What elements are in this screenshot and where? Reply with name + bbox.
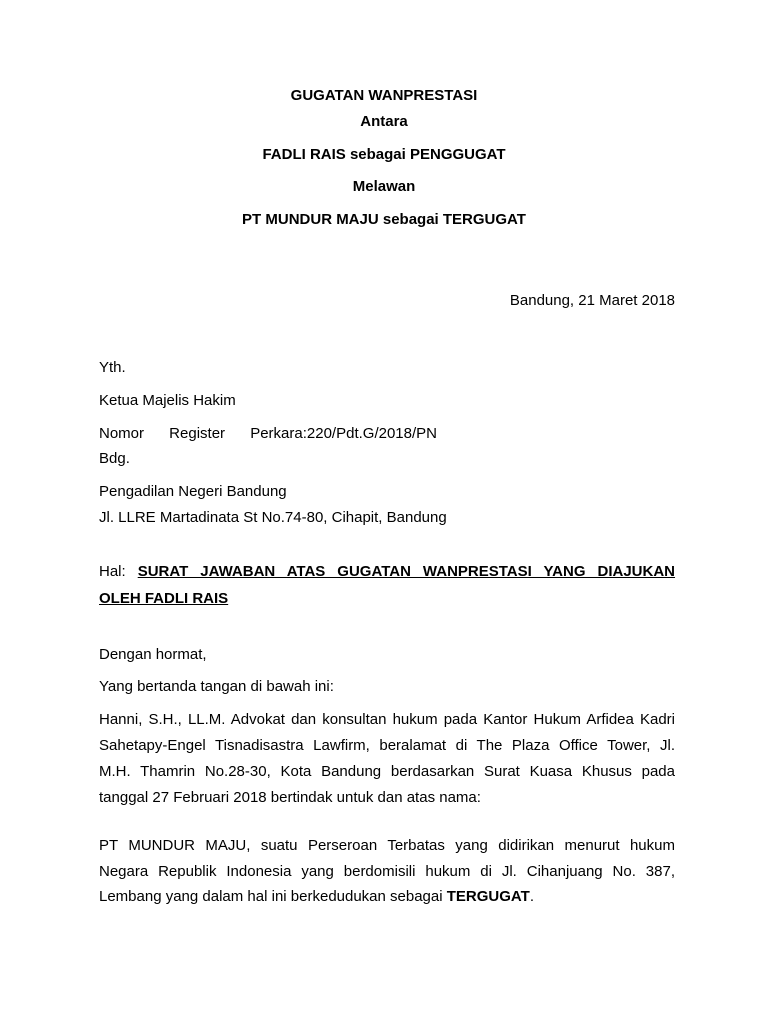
court-name: Pengadilan Negeri Bandung xyxy=(99,483,287,500)
document-title: GUGATAN WANPRESTASI xyxy=(290,87,478,104)
paragraph1-line: Hanni, S.H., LL.M. Advokat dan konsultan hukum pada Kantor Hukum Arfidea Kadri xyxy=(99,711,675,728)
melawan-label: Melawan xyxy=(352,178,416,195)
case-register-suffix: Bdg. xyxy=(99,450,130,467)
intro-line: Yang bertanda tangan di bawah ini: xyxy=(99,678,334,695)
paragraph2-last-line xyxy=(99,888,534,905)
recipient-title: Ketua Majelis Hakim xyxy=(99,392,236,409)
subject-text-line2: OLEH FADLI RAIS xyxy=(99,590,229,607)
subject-line xyxy=(99,562,675,582)
paragraph1-line: M.H. Thamrin No.28-30, Kota Bandung berdasarkan Surat Kuasa Khusus pada xyxy=(99,763,675,780)
paragraph2-line: PT MUNDUR MAJU, suatu Perseroan Terbatas yang didirikan menurut hukum xyxy=(99,837,675,854)
antara-label: Antara xyxy=(360,113,408,130)
salutation: Dengan hormat, xyxy=(99,646,207,663)
yth-label: Yth. xyxy=(99,359,126,376)
place-date: Bandung, 21 Maret 2018 xyxy=(509,292,675,309)
paragraph1-line: tanggal 27 Februari 2018 bertindak untuk dan atas nama: xyxy=(99,789,481,806)
case-register-number: Nomor Register Perkara:220/Pdt.G/2018/PN xyxy=(99,425,437,442)
court-address: Jl. LLRE Martadinata St No.74-80, Cihapit, Bandung xyxy=(99,509,447,526)
hal-label: Hal: xyxy=(99,563,126,580)
paragraph1-line: Sahetapy-Engel Tisnadisastra Lawfirm, beralamat di The Plaza Office Tower, Jl. xyxy=(99,737,675,754)
paragraph2-line: Negara Republik Indonesia yang berdomisili hukum di Jl. Cihanjuang No. 387, xyxy=(99,863,675,880)
paragraph2-period: . xyxy=(529,888,534,905)
paragraph2-text: Lembang yang dalam hal ini berkedudukan sebagai xyxy=(99,888,447,905)
penggugat-line: FADLI RAIS sebagai PENGGUGAT xyxy=(262,146,506,163)
subject-text-line1: SURAT JAWABAN ATAS GUGATAN WANPRESTASI YANG DIAJUKAN xyxy=(137,563,676,580)
tergugat-line: PT MUNDUR MAJU sebagai TERGUGAT xyxy=(242,211,526,228)
tergugat-emphasis: TERGUGAT xyxy=(446,888,530,905)
